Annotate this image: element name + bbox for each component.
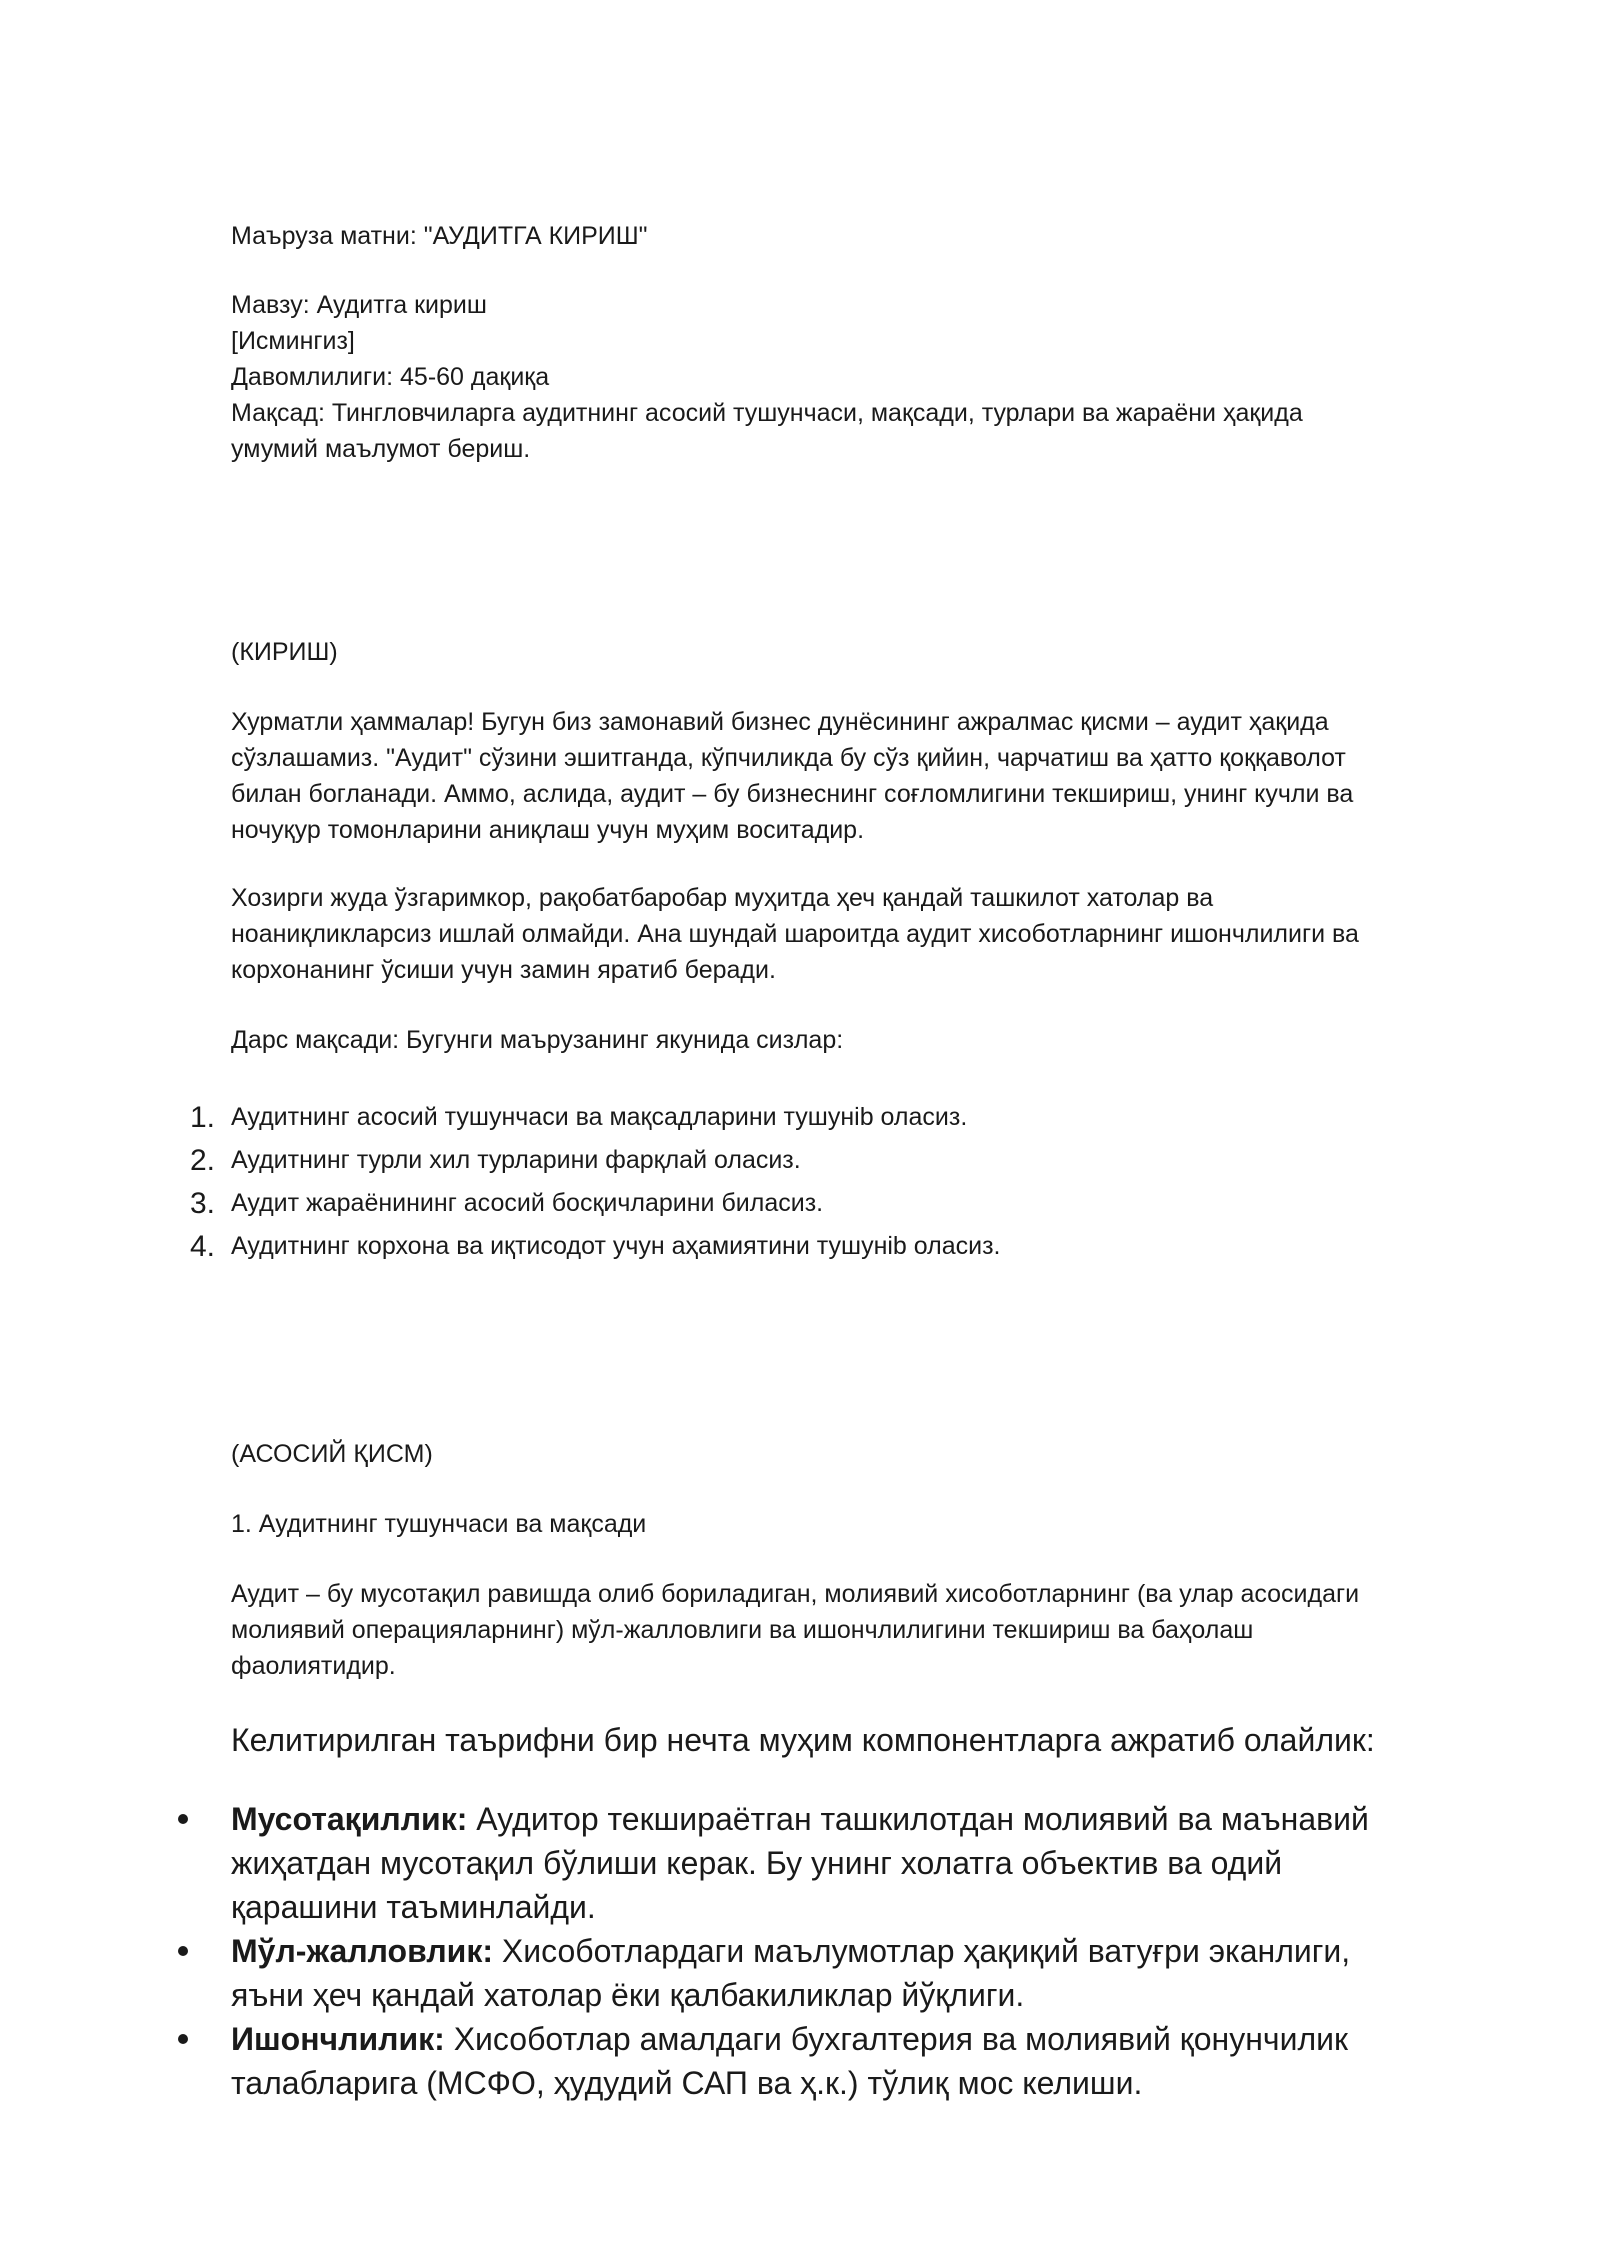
components-intro: Келитирилган таърифни бир нечта муҳим компонентларга ажратиб олайлик: xyxy=(231,1722,1375,1758)
paragraph-line: молиявий операцияларнинг) мўл-жалловлиги ва ишончлилигини текшириш ва баҳолаш xyxy=(231,1616,1254,1644)
paragraph-line: корхонанинг ўсиши учун замин яратиб беради. xyxy=(231,956,776,984)
component-text: жиҳатдан мусотақил бўлиши керак. Бу унинг холатга объектив ва одий xyxy=(231,1845,1283,1881)
goal-line-1: Мақсад: Тингловчиларга аудитнинг асосий тушунчаси, мақсади, турлари ва жараёни ҳақида xyxy=(231,399,1303,427)
component-term: Мусотақиллик: xyxy=(231,1801,468,1837)
components-list xyxy=(0,1797,1600,2105)
component-term: Ишончлилик: xyxy=(231,2021,445,2057)
paragraph-line: фаолиятидир. xyxy=(231,1652,396,1680)
objectives-list xyxy=(0,1096,1600,1268)
list-item xyxy=(0,2017,1501,2105)
paragraph-line: ночуқур томонларини аниқлаш учун муҳим воситадир. xyxy=(231,816,865,844)
list-item xyxy=(0,1182,1600,1225)
paragraph-line: Хурматли ҳаммалар! Бугун биз замонавий бизнес дунёсининг ажралмас қисми – аудит ҳақида xyxy=(231,708,1329,736)
component-text: қарашини таъминлайди. xyxy=(231,1889,596,1925)
list-text: Аудитнинг турли хил турларини фарқлай оласиз. xyxy=(231,1146,801,1174)
main-heading: (АСОСИЙ ҚИСМ) xyxy=(231,1440,433,1468)
duration-line: Давомлилиги: 45-60 дақиқа xyxy=(231,363,550,391)
list-text: Аудитнинг асосий тушунчаси ва мақсадларини тушуніb оласиз. xyxy=(231,1103,968,1131)
component-text: Хисоботлар амалдаги бухгалтерия ва молиявий қонунчилик xyxy=(444,2021,1348,2057)
paragraph-line: сўзлашамиз. "Аудит" сўзини эшитганда, кўпчиликда бу сўз қийин, чарчатиш ва ҳатто қоққаволот xyxy=(231,744,1346,772)
name-line: [Исмингиз] xyxy=(231,327,355,355)
goal-line-2: умумий маълумот бериш. xyxy=(231,435,531,463)
paragraph-line: Хозирги жуда ўзгаримкор, рақобатбаробар муҳитда ҳеч қандай ташкилот хатолар ва xyxy=(231,884,1214,912)
paragraph-line: билан богланади. Аммо, аслида, аудит – бу бизнеснинг соғломлигини текшириш, унинг кучли ва xyxy=(231,780,1354,808)
paragraph-line: ноаниқликларсиз ишлай олмайди. Ана шундай шароитда аудит хисоботларнинг ишончлилиги ва xyxy=(231,920,1359,948)
list-text: Аудитнинг корхона ва иқтисодот учун аҳамиятини тушуніb оласиз. xyxy=(231,1232,1001,1260)
lecture-title: Маъруза матни: "АУДИТГА КИРИШ" xyxy=(231,222,648,250)
list-number: 4. xyxy=(189,1230,215,1263)
list-item xyxy=(0,1225,1600,1268)
list-number: 1. xyxy=(189,1101,215,1134)
bullet-icon xyxy=(178,2034,188,2044)
component-text: яъни ҳеч қандай хатолар ёки қалбакиликлар йўқлиги. xyxy=(231,1977,1025,2013)
topic-line: Мавзу: Аудитга кириш xyxy=(231,291,487,319)
bullet-icon xyxy=(178,1814,188,1824)
component-text: талабларига (МСФО, ҳудудий САП ва ҳ.к.) тўлиқ мос келиши. xyxy=(231,2065,1143,2101)
list-item xyxy=(0,1797,1501,1929)
list-item xyxy=(0,1139,1600,1182)
list-item xyxy=(0,1096,1600,1139)
list-item xyxy=(0,1929,1501,2017)
component-text: Хисоботлардаги маълумотлар ҳақиқий ватуғри эканлиги, xyxy=(493,1933,1351,1969)
intro-heading: (КИРИШ) xyxy=(231,638,338,666)
lesson-goal: Дарс мақсади: Бугунги маърузанинг якунида сизлар: xyxy=(231,1026,844,1054)
paragraph-line: Аудит – бу мусотақил равишда олиб бориладиган, молиявий хисоботларнинг (ва улар асосидаги xyxy=(231,1580,1360,1608)
component-text: Аудитор текшираётган ташкилотдан молиявий ва маънавий xyxy=(467,1801,1369,1837)
component-term: Мўл-жалловлик: xyxy=(231,1933,494,1969)
list-text: Аудит жараёнининг асосий босқичларини биласиз. xyxy=(231,1189,824,1217)
section-1-title: 1. Аудитнинг тушунчаси ва мақсади xyxy=(231,1510,647,1538)
list-number: 2. xyxy=(189,1144,215,1177)
list-number: 3. xyxy=(189,1187,215,1220)
bullet-icon xyxy=(178,1946,188,1956)
